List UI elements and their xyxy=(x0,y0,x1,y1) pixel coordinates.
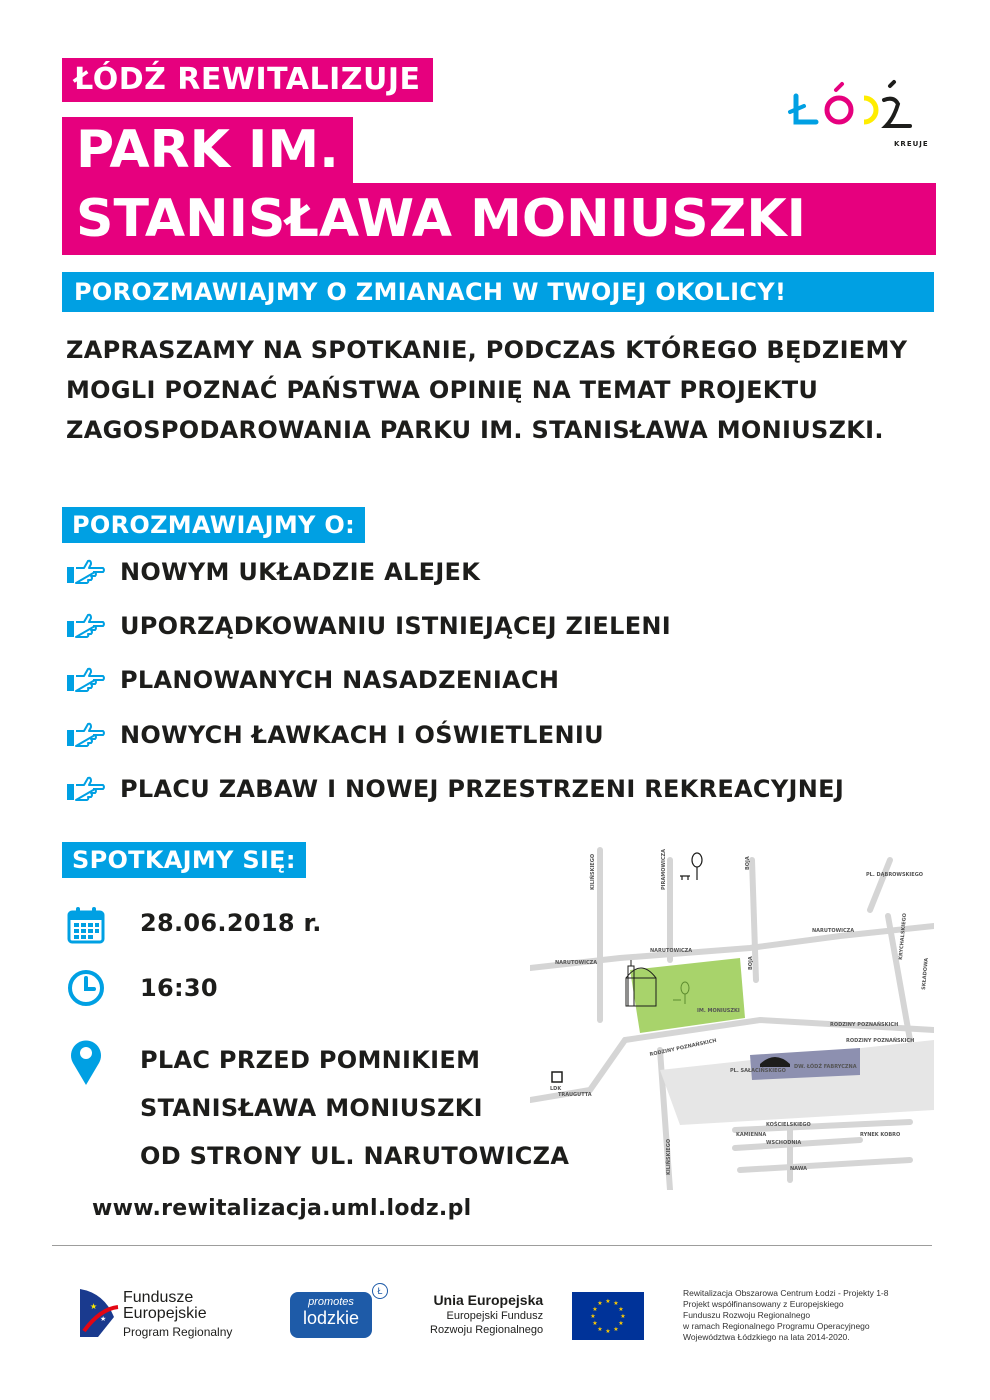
calendar-icon xyxy=(66,905,106,945)
map-label-street: PIRAMOWICZA xyxy=(661,848,667,890)
intro-line: ZAGOSPODAROWANIA PARKU IM. STANISŁAWA MONIUSZKI. xyxy=(66,416,884,444)
ldk-icon xyxy=(552,1072,562,1082)
topic-label: PLACU ZABAW I NOWEJ PRZESTRZENI REKREACYJNEJ xyxy=(120,775,845,803)
map-label-street: RODZINY POZNAŃSKICH xyxy=(830,1022,899,1028)
map-label-park: IM. MONIUSZKI xyxy=(697,1008,740,1014)
topic-label: PLANOWANYCH NASADZENIACH xyxy=(120,666,560,694)
note-line: Województwa Łódzkiego na lata 2014-2020. xyxy=(683,1332,850,1342)
eu-flag-icon xyxy=(572,1292,644,1340)
page-title-line-1: PARK IM. xyxy=(62,117,353,183)
svg-text:★: ★ xyxy=(605,1328,611,1335)
svg-text:★: ★ xyxy=(597,1326,603,1333)
funding-note xyxy=(683,1288,943,1343)
intro-line: ZAPRASZAMY NA SPOTKANIE, PODCZAS KTÓREGO BĘDZIEMY xyxy=(66,336,908,364)
svg-text:★: ★ xyxy=(605,1298,611,1305)
map-label-square: RYNEK KOBRO xyxy=(860,1132,901,1138)
svg-text:★: ★ xyxy=(618,1320,624,1327)
note-line: w ramach Regionalnego Programu Operacyjnego xyxy=(683,1321,870,1331)
promotes-lodzkie-logo xyxy=(290,1292,372,1338)
fundusze-europejskie-text xyxy=(123,1290,232,1340)
svg-text:★: ★ xyxy=(592,1306,598,1313)
ue-line: Rozwoju Regionalnego xyxy=(430,1324,544,1336)
map-label-street: NARUTOWICZA xyxy=(650,948,693,954)
map-label-street: BOJA xyxy=(745,856,751,870)
pointing-hand-icon xyxy=(66,557,106,587)
place-line: PLAC PRZED POMNIKIEM xyxy=(140,1046,481,1074)
location-map xyxy=(530,840,934,1190)
meeting-place xyxy=(140,1036,569,1180)
svg-text:★: ★ xyxy=(90,1302,98,1311)
pointing-hand-icon xyxy=(66,774,106,804)
subtitle-banner: POROZMAWIAJMY O ZMIANACH W TWOJEJ OKOLICY! xyxy=(62,272,934,312)
note-line: Rewitalizacja Obszarowa Centrum Łodzi - Projekty 1-8 xyxy=(683,1288,889,1298)
promotes-badge: Ł xyxy=(372,1283,388,1299)
svg-text:★: ★ xyxy=(592,1320,598,1327)
promotes-bottom: lodzkie xyxy=(302,1308,360,1328)
ue-text xyxy=(430,1293,543,1337)
svg-text:★: ★ xyxy=(100,1315,107,1323)
place-line: OD STRONY UL. NARUTOWICZA xyxy=(140,1142,570,1170)
map-label-street: BOJA xyxy=(748,956,754,970)
map-label-street: RODZINY POZNAŃSKICH xyxy=(846,1038,915,1044)
website-link[interactable]: www.rewitalizacja.uml.lodz.pl xyxy=(92,1196,472,1221)
map-label-street: NARUTOWICZA xyxy=(812,928,855,934)
svg-text:★: ★ xyxy=(620,1313,626,1320)
kicker-label: ŁÓDŹ REWITALIZUJE xyxy=(62,58,433,102)
map-label-square: PL. DĄBROWSKIEGO xyxy=(866,872,924,878)
pointing-hand-icon xyxy=(66,720,106,750)
fundusze-europejskie-logo xyxy=(78,1287,120,1339)
place-line: STANISŁAWA MONIUSZKI xyxy=(140,1094,483,1122)
pointing-hand-icon xyxy=(66,611,106,641)
topic-label: NOWYCH ŁAWKACH I OŚWIETLENIU xyxy=(120,721,604,749)
svg-text:★: ★ xyxy=(613,1326,619,1333)
list-item xyxy=(66,552,480,592)
fe-line: Europejskie xyxy=(123,1305,207,1322)
topic-label: UPORZĄDKOWANIU ISTNIEJĄCEJ ZIELENI xyxy=(120,612,672,640)
intro-line: MOGLI POZNAĆ PAŃSTWA OPINIĘ NA TEMAT PROJEKTU xyxy=(66,376,819,404)
clock-icon xyxy=(66,968,106,1008)
svg-text:★: ★ xyxy=(618,1306,624,1313)
map-label-street: NARUTOWICZA xyxy=(555,960,598,966)
svg-text:★: ★ xyxy=(590,1313,596,1320)
promotes-top: promotes xyxy=(308,1296,354,1308)
map-label-street: SKŁADOWA xyxy=(921,957,930,991)
map-pin-icon xyxy=(66,1033,106,1087)
intro-paragraph xyxy=(66,330,956,450)
lodz-kreuje-logo xyxy=(786,78,936,154)
meeting-heading: SPOTKAJMY SIĘ: xyxy=(62,842,306,878)
map-label-street: KAMIENNA xyxy=(736,1132,767,1138)
list-item xyxy=(66,660,559,700)
meeting-time: 16:30 xyxy=(140,974,218,1002)
map-label-square: PL. SAŁACIŃSKIEGO xyxy=(730,1068,786,1074)
list-item xyxy=(66,769,844,809)
map-label-street: WSCHODNIA xyxy=(766,1140,802,1146)
pointing-hand-icon xyxy=(66,665,106,695)
fe-line: Program Regionalny xyxy=(123,1325,233,1339)
ue-line: Europejski Fundusz xyxy=(446,1310,544,1322)
svg-text:★: ★ xyxy=(613,1300,619,1307)
map-label-street: KRYCHALSKIEGO xyxy=(898,912,909,961)
list-item xyxy=(66,606,671,646)
map-label-street: KILIŃSKIEGO xyxy=(666,1138,672,1175)
map-label-street: KILIŃSKIEGO xyxy=(590,853,596,890)
map-label-street: NAWA xyxy=(790,1166,807,1172)
map-roads xyxy=(530,850,934,1190)
map-label-street: RODZINY POZNAŃSKICH xyxy=(649,1037,718,1058)
divider xyxy=(52,1245,932,1246)
page-title-line-2: STANISŁAWA MONIUSZKI xyxy=(62,183,936,255)
map-label-place: LDK xyxy=(550,1086,562,1092)
tree-icon xyxy=(680,853,702,880)
list-item xyxy=(66,715,604,755)
ue-title: Unia Europejska xyxy=(433,1292,544,1308)
meeting-date: 28.06.2018 r. xyxy=(140,909,322,937)
fe-line: Fundusze xyxy=(123,1289,194,1306)
topic-label: NOWYM UKŁADZIE ALEJEK xyxy=(120,558,481,586)
logo-caption: KREUJE xyxy=(894,140,929,148)
map-label-street: KOŚCIELSKIEGO xyxy=(766,1122,811,1128)
note-line: Funduszu Rozwoju Regionalnego xyxy=(683,1310,811,1320)
map-label-street: TRAUGUTTA xyxy=(558,1092,592,1098)
map-label-station: DW. ŁÓDŹ FABRYCZNA xyxy=(794,1064,857,1070)
note-line: Projekt współfinansowany z Europejskiego xyxy=(683,1299,844,1309)
svg-text:★: ★ xyxy=(597,1300,603,1307)
topics-heading: POROZMAWIAJMY O: xyxy=(62,507,365,543)
